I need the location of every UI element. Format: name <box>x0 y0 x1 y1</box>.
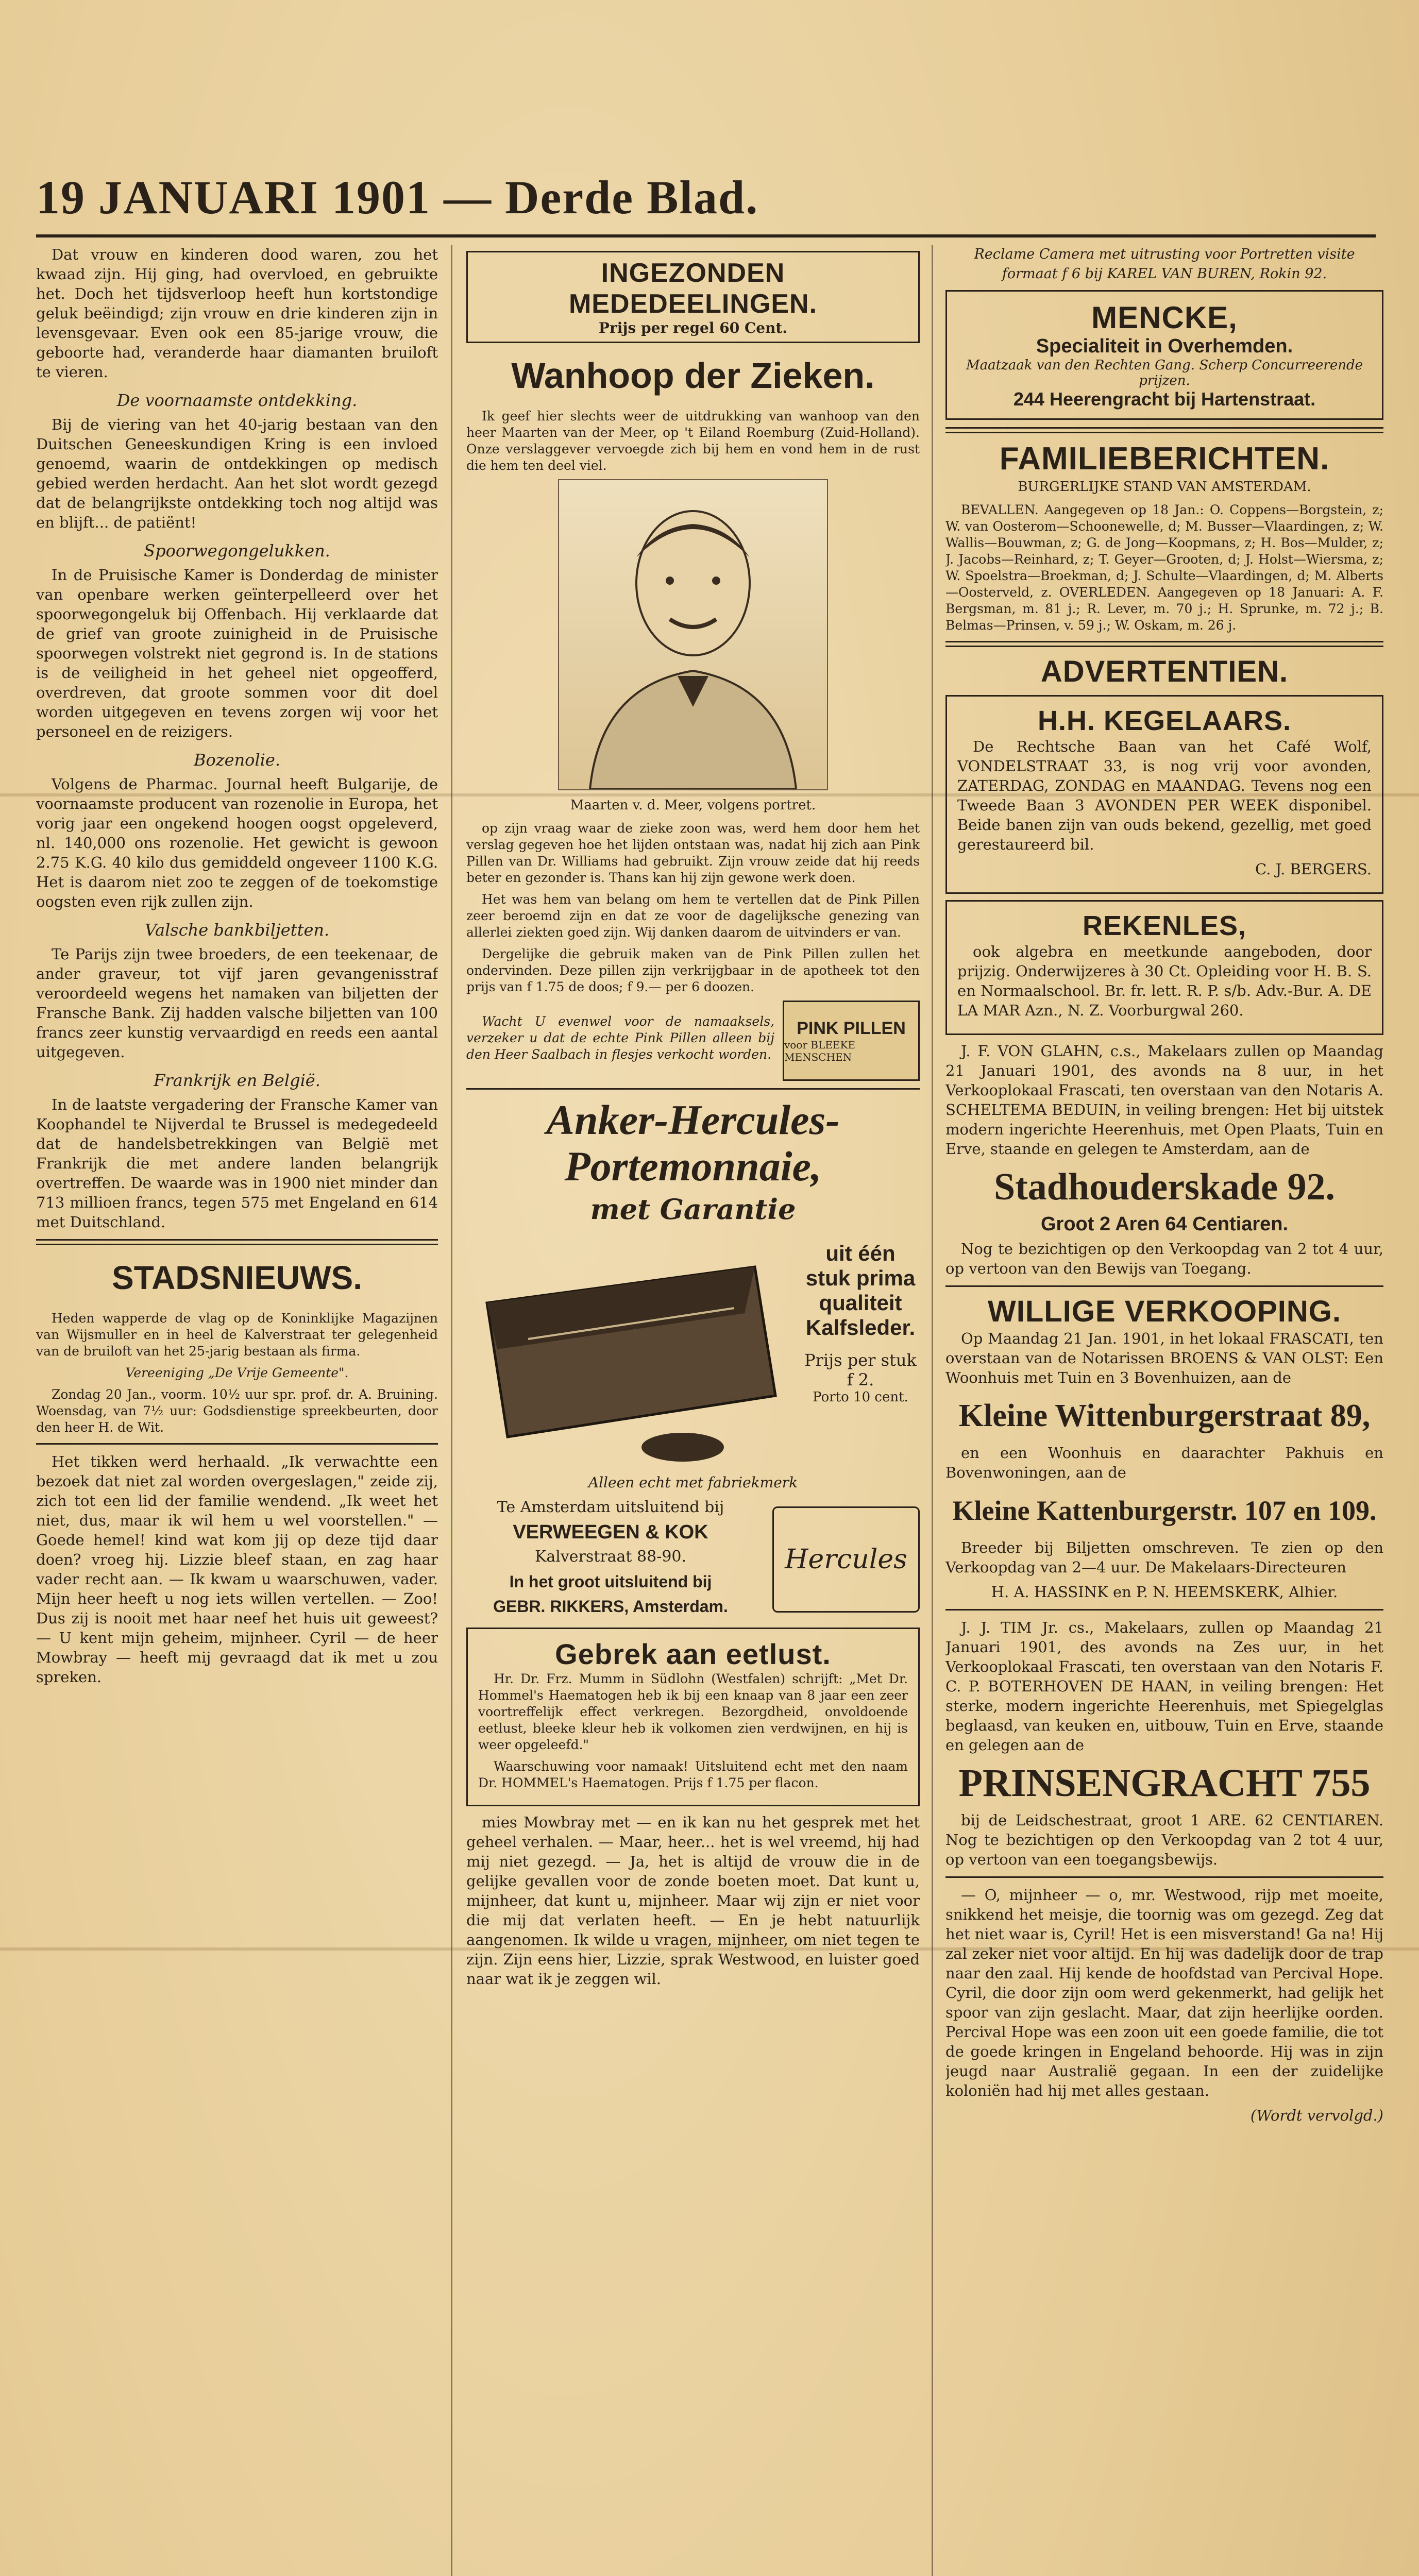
rekenles-title: REKENLES, <box>1082 910 1247 941</box>
hercules-label: Hercules <box>785 1544 907 1575</box>
portrait-caption: Maarten v. d. Meer, volgens portret. <box>570 798 816 813</box>
vendor-name: VERWEEGEN & KOK <box>513 1521 708 1543</box>
auction-text: Op Maandag 21 Jan. 1901, in het lokaal FRASCATI, ten overstaan van de Notarissen BROENS & VAN OLST: Een Woonhuis met Tuin en 3 Bovenhuizen, aan de <box>945 1330 1383 1386</box>
rekenles-ad <box>945 900 1383 1035</box>
vendor-wholesale: In het groot uitsluitend bij <box>509 1572 712 1591</box>
auction-text: J. J. TIM Jr. cs., Makelaars, zullen op Maandag 21 Januari 1901, des avonds na Zes uur, in het Verkooplokaal Frascati, ten overstaan van den Notaris F. C. P. BOTERHOVEN DE HAAN, in veiling brengen: Het sterke, modern ingerichte Heerenhuis, met Spiegelglas beglaasd, van keuken en, uitbouw, Tuin en Erve, staande en gelegen aan de <box>945 1619 1383 1754</box>
article-text: Dat vrouw en kinderen dood waren, zou het kwaad zijn. Hij ging, had overvloed, en gebruikte het. Doch het tijdsverloop heeft hun kortstondige geluk beëindigd; zijn vrouw en drie kinderen zijn in levensgevaar. Even ook een 85-jarige vrouw, die geboorte had, veranderde haar diamanten bruiloft te vieren. <box>36 246 438 381</box>
portrait-image <box>558 479 828 790</box>
auction-text: en een Woonhuis en daarachter Pakhuis en Bovenwoningen, aan de <box>945 1444 1383 1481</box>
ad-signature: C. J. BERGERS. <box>1255 860 1372 878</box>
section-rule <box>945 427 1383 433</box>
article-heading: Bozenolie. <box>193 750 281 770</box>
stadsnieuws-heading: STADSNIEUWS. <box>112 1259 362 1296</box>
article-text: Zondag 20 Jan., voorm. 10½ uur spr. prof. dr. A. Bruining. Woensdag, van 7½ uur: Godsdienstige spreekbeurten, door den heer H. de Wit. <box>36 1387 438 1435</box>
hercules-trademark <box>772 1506 920 1613</box>
mencke-title: MENCKE, <box>1091 300 1238 335</box>
header-section: — Derde Blad. <box>444 171 759 224</box>
auction-text: Nog te bezichtigen op den Verkoopdag van 2 tot 4 uur, op vertoon van den Bewijs van Toegang. <box>945 1240 1383 1277</box>
ad-text: Waarschuwing voor namaak! Uitsluitend echt met den naam Dr. HOMMEL's Haematogen. Prijs f 1.75 per flacon. <box>478 1759 908 1790</box>
feuilleton-text: mies Mowbray met — en ik kan nu het gesprek met het geheel verhalen. — Maar, heer... het is wel vreemd, hij had mij niet gezegd. — Ja, het is altijd de vrouw die in de gelijke gevallen voor de zonde boeten moet. Dat kunt u, mijnheer, dat kunt u, mijnheer. Maar wij zijn er niet voor die mij dat verlaten heeft. — En je hebt natuurlijk aangenomen. Ik wilde u vragen, mijnheer, om niet tegen te zijn. Zijn eens hier, Lizzie, sprak Westwood, en luister goed naar wat ik je zeggen wil. <box>466 1814 920 1988</box>
vendor-address: Kalverstraat 88-90. <box>534 1548 687 1566</box>
page-header <box>36 170 1376 232</box>
willige-heading: WILLIGE VERKOOPING. <box>987 1295 1342 1328</box>
vendor-wholesale-name: GEBR. RIKKERS, Amsterdam. <box>493 1597 728 1616</box>
column-divider <box>932 245 933 2576</box>
pink-pills-box <box>783 1001 920 1081</box>
header-date: 19 JANUARI 1901 <box>36 171 431 224</box>
mencke-specialty: Specialiteit in Overhemden. <box>1036 335 1293 357</box>
article-text: Volgens de Pharmac. Journal heeft Bulgarije, de voornaamste producent van rozenolie in Europa, het vorig jaar een ongekend hoogen oogst opgeleverd, nl. 140,000 ons rozenolie. Het gewicht is gewoon 2.75 K.G. 40 kilo dus gemiddeld ongeveer 1100 K.G. Het is daarom niet zoo te zeggen of de toekomstige oogsten even rijk zullen zijn. <box>36 775 438 910</box>
ingezonden-header <box>466 251 920 343</box>
wallet-vendor <box>466 1498 920 1621</box>
article-heading: Frankrijk en België. <box>154 1071 320 1090</box>
camera-ad: Reclame Camera met uitrusting voor Portretten visite formaat f 6 bij KAREL VAN BUREN, Rokin 92. <box>974 246 1355 282</box>
ingezonden-price: Prijs per regel 60 Cent. <box>598 319 788 336</box>
mencke-ad <box>945 290 1383 420</box>
auction-address: Stadhouderskade 92. <box>993 1166 1336 1208</box>
section-rule <box>945 1609 1383 1611</box>
wallet-illustration <box>466 1231 920 1468</box>
section-rule <box>466 1088 920 1090</box>
anker-ad-title: Anker-Hercules-Portemonnaie, <box>546 1096 840 1190</box>
article-text: In de Pruisische Kamer is Donderdag de minister van openbare werken geïnterpelleerd over het spoorwegongeluk bij Offenbach. Hij verklaarde dat de grief van groote zuinigheid in de Pruisische spoorwegen volstrekt niet gegrond is. In de stations is de veiligheid in het geheel niet opgeofferd, overdreven, dat groote sommen voor dit doel worden uitgegeven en tevens zorgen wij voor het personeel en de reizigers. <box>36 566 438 740</box>
mencke-address: 244 Heerengracht bij Hartenstraat. <box>1013 388 1316 410</box>
anker-ad-sub: met Garantie <box>590 1193 796 1226</box>
column-divider <box>451 245 452 2576</box>
ad-text: Hr. Dr. Frz. Mumm in Südlohn (Westfalen) schrijft: „Met Dr. Hommel's Haematogen heb ik bij een knaap van 8 jaar een zeer voortreffelijk effect verkregen. Bezorgdheid, onvoldoende eetlust, bleeke kleur heb ik volkomen zien verdwijnen, en hij is weer opgeleefd." <box>478 1671 908 1752</box>
auction-address: Kleine Wittenburgerstraat 89, <box>958 1398 1371 1433</box>
section-rule <box>945 1285 1383 1287</box>
feuilleton-text: — O, mijnheer — o, mr. Westwood, rijp met moeite, snikkend het meisje, die toornig was om gezegd. Zeg dat het niet waar is, Cyril! Het is een misverstand! Ga na! Hij zal zeker niet voor altijd. En hij was dadelijk door de trap naar den zaal. Hij kende de hoofdstad van Percival Hope. Cyril, die door zijn oom werd gekenmerkt, had gelijk het spoor van zijn geslacht. Maar, dat zijn heerlijke oorden. Percival Hope was een zoon uit een goede familie, die tot de goede kringen in Engeland behoorde. Hij was in zijn jeugd naar Australië gegaan. In een der zuidelijke koloniën had hij met alles gestaan. <box>945 1886 1383 2099</box>
ad-heading: Gebrek aan eetlust. <box>555 1638 831 1670</box>
column-middle <box>466 245 920 2576</box>
ad-text: Ik geef hier slechts weer de uitdrukking van wanhoop van den heer Maarten van der Meer, op 't Eiland Roemburg (Zuid-Holland). Onze verslaggever vervoegde zich bij hem en vond hem in de rust die hem ten deel viel. <box>466 409 920 473</box>
kegelaars-title: H.H. KEGELAARS. <box>1037 705 1292 736</box>
article-text: In de laatste vergadering der Fransche Kamer van Koophandel te Nijverdal te Brussel is medegedeeld dat de handelsbetrekkingen van België met Frankrijk die met andere landen belangrijk overtreffen. De waarde was in 1900 niet minder dan 713 millioen francs, tegen 575 met Engeland en 614 met Duitschland. <box>36 1096 438 1231</box>
section-rule <box>36 1443 438 1445</box>
portrait-illustration <box>559 480 827 789</box>
familieberichten-sub: BURGERLIJKE STAND VAN AMSTERDAM. <box>1018 479 1311 495</box>
auction-size: Groot 2 Aren 64 Centiaren. <box>1040 1213 1289 1235</box>
auction-address: Kleine Kattenburgerstr. 107 en 109. <box>952 1495 1377 1526</box>
continued-note: (Wordt vervolgd.) <box>1250 2107 1383 2124</box>
vendor-line: Te Amsterdam uitsluitend bij <box>497 1498 724 1516</box>
article-heading: De voornaamste ontdekking. <box>116 391 358 410</box>
ad-text: op zijn vraag waar de zieke zoon was, werd hem door hem het verslag gegeven hoe het lijden ontstaan was, nadat hij zich aan Pink Pillen van Dr. Williams had gebruikt. Zijn vrouw zeide dat hij reeds beter en gezonder is. Thans kan hij zijn gewone werk doen. <box>466 821 920 885</box>
pink-pills-block <box>466 1001 920 1081</box>
article-heading: Valsche bankbiljetten. <box>144 920 330 940</box>
auction-text: Breeder bij Biljetten omschreven. Te zien op den Verkoopdag van 2—4 uur. De Makelaars-Directeuren <box>945 1539 1383 1576</box>
article-heading: Spoorwegongelukken. <box>144 541 330 561</box>
ad-heading: Wanhoop der Zieken. <box>511 355 875 396</box>
wallet-porto: Porto 10 cent. <box>813 1389 908 1405</box>
auction-signature: H. A. HASSINK en P. N. HEEMSKERK, Alhier. <box>991 1583 1338 1601</box>
advertentien-heading: ADVERTENTIEN. <box>1040 655 1289 688</box>
pink-pills-sub: voor BLEEKE MENSCHEN <box>784 1038 856 1063</box>
section-rule <box>945 641 1383 647</box>
article-text: Bij de viering van het 40-jarig bestaan van den Duitschen Geneeskundigen Kring is een invloed genoemd, waarin de ontdekkingen op medisch gebied werden herdacht. Aan het slot wordt gezegd dat de belangrijkste ontdekking toch nog altijd was en blijft... de patiënt! <box>36 416 438 531</box>
article-text: Te Parijs zijn twee broeders, de een teekenaar, de ander graveur, tot vijf jaren gevangenisstraf veroordeeld wegens het namaken van biljetten der Fransche Bank. Zij hadden valsche biljetten van 100 francs zeer kunstig vervaardigd en reeds een aantal uitgegeven. <box>36 945 438 1061</box>
auction-text: bij de Leidschestraat, groot 1 ARE. 62 CENTIAREN. Nog te bezichtigen op den Verkoopdag van 2 tot 4 uur, op vertoon van een toegangsbewijs. <box>945 1811 1383 1868</box>
column-right <box>945 245 1383 2576</box>
article-heading: Vereeniging „De Vrije Gemeente". <box>125 1365 349 1380</box>
ad-text: De Rechtsche Baan van het Café Wolf, VONDELSTRAAT 33, is nog vrij voor avonden, ZATERDAG, ZONDAG en MAANDAG. Tevens nog een Tweede Baan 3 AVONDEN PER WEEK disponibel. Beide banen zijn van ouds bekend, gezellig, met goed gerestaureerd bil. <box>957 738 1372 853</box>
warning-text: Wacht U evenwel voor de namaaksels, verzeker u dat de echte Pink Pillen alleen bij den Heer Saalbach in flesjes verkocht worden. <box>466 1014 774 1062</box>
auction-text: J. F. VON GLAHN, c.s., Makelaars zullen op Maandag 21 Januari 1901, des avonds na 8 uur, in het Verkooplokaal Frascati, ten overstaan van den Notaris A. SCHELTEMA BEDUIN, in veiling brengen: Het bij uitstek modern ingerichte Heerenhuis, met Open Plaats, Tuin en Erve, staande en gelegen te Amsterdam, aan de <box>945 1042 1383 1158</box>
header-rule <box>36 234 1376 238</box>
section-rule <box>36 1239 438 1245</box>
ingezonden-title: INGEZONDEN MEDEDEELINGEN. <box>568 258 818 319</box>
wallet-material: uit één stuk prima qualiteit Kalfsleder. <box>805 1241 916 1340</box>
haematogen-ad <box>466 1628 920 1806</box>
auction-address: PRINSENGRACHT 755 <box>958 1761 1371 1805</box>
wallet-side-text <box>801 1241 920 1405</box>
ad-text: ook algebra en meetkunde aangeboden, door prijzig. Onderwijzeres à 30 Ct. Opleiding voor H. B. S. en Normaalschool. Br. fr. lett. R. P. s/b. Adv.-Bur. A. DE LA MAR Azn., N. Z. Voorburgwal 260. <box>957 943 1372 1019</box>
wallet-price: Prijs per stuk f 2. <box>804 1350 917 1389</box>
pink-pills-label: PINK PILLEN <box>797 1018 906 1038</box>
ad-text: Dergelijke die gebruik maken van de Pink Pillen zullen het ondervinden. Deze pillen zijn verkrijgbaar in de apotheek tot den prijs van f 1.75 de doos; f 9.— per 6 doozen. <box>466 946 920 994</box>
familieberichten-text: BEVALLEN. Aangegeven op 18 Jan.: O. Coppens—Borgstein, z; W. van Oosterom—Schoonewelle, d; M. Busser—Vlaardingen, z; W. Wallis—Bouwman, z; G. de Jong—Koopmans, z; H. Bos—Mulder, z; J. Jacobs—Reinhard, z; T. Geyer—Grooten, d; J. Holst—Wiersma, z; W. Spoelstra—Broekman, d; J. Schulte—Vlaardingen, d; M. Alberts—Oosterveld, z. OVERLEDEN. Aangegeven op 18 Januari: A. F. Bergsman, m. 81 j.; R. Lever, m. 70 j.; H. Sprunke, m. 72 j.; B. Belmas—Prinsen, v. 59 j.; W. Oskam, m. 26 j. <box>945 502 1383 633</box>
ad-text: Het was hem van belang om hem te vertellen dat de Pink Pillen zeer beroemd zijn en dat ze voor de dagelijksche genezing van allerlei ziekten goed zijn. Wij danken daarom de uitvinders er van. <box>466 892 920 940</box>
familieberichten-heading: FAMILIEBERICHTEN. <box>999 441 1330 477</box>
article-text: Heden wapperde de vlag op de Koninklijke Magazijnen van Wijsmuller en in heel de Kalverstraat ter gelegenheid van de bruiloft van het 25-jarig bestaan als firma. <box>36 1311 438 1359</box>
kegelaars-ad <box>945 695 1383 894</box>
mencke-note: Maatzaak van den Rechten Gang. Scherp Concurreerende prijzen. <box>966 358 1363 388</box>
section-rule <box>945 1876 1383 1878</box>
feuilleton-text: Het tikken werd herhaald. „Ik verwachtte een bezoek dat niet zal worden overgeslagen," zeide zij, zich tot een lid der familie wendend. „Ik weet het niet, dus, maar ik wil hem u wel voorstellen." — Goede hemel! kind wat kom jij op deze tijd daar doen? vroeg hij. Lizzie bleef staan, en zag haar vader recht aan. — Ik kwam u waarschuwen, vader. Mijn heer heeft u nog iets willen vertellen. — Zoo! Dus zij is nooit met haar neef het huis uit geweest? — U kent mijn geheim, mijnheer. Cyril — de heer Mowbray — heeft mij gevraagd dat ik met u zou spreken. <box>36 1453 438 1686</box>
column-left <box>36 245 438 2576</box>
wallet-fab: Alleen echt met fabriekmerk <box>588 1474 798 1491</box>
